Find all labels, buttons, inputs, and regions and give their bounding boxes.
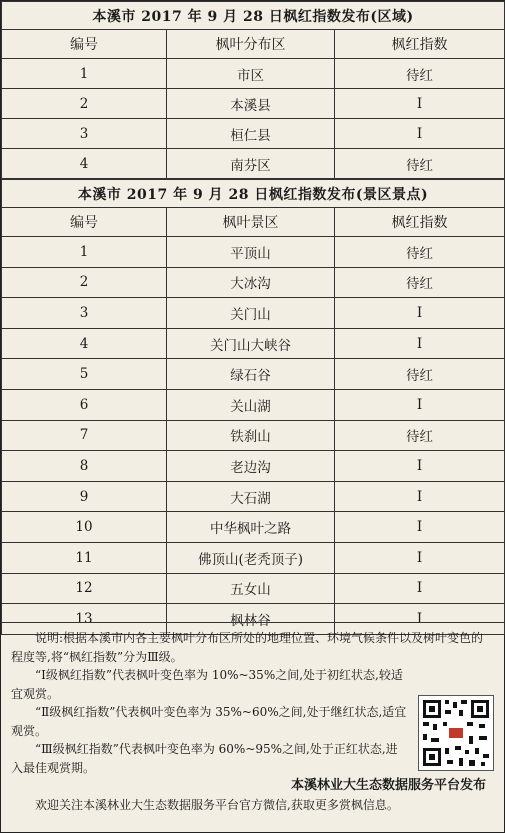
cell-no: 9 bbox=[2, 481, 167, 512]
scenic-table bbox=[1, 179, 505, 635]
table-row bbox=[2, 451, 505, 482]
cell-no: 3 bbox=[2, 298, 167, 329]
cell-name: 关山湖 bbox=[167, 389, 335, 420]
cell-no: 5 bbox=[2, 359, 167, 390]
cell-name: 老边沟 bbox=[167, 451, 335, 482]
cell-no: 10 bbox=[2, 512, 167, 543]
column-header-number: 编号 bbox=[2, 30, 167, 59]
cell-index: Ⅰ bbox=[335, 604, 505, 635]
column-header-index: 枫红指数 bbox=[335, 208, 505, 237]
cell-index: Ⅰ bbox=[335, 389, 505, 420]
cell-name: 枫林谷 bbox=[167, 604, 335, 635]
table-row: 3 桓仁县 Ⅰ bbox=[2, 119, 505, 149]
cell-name: 铁刹山 bbox=[167, 420, 335, 451]
cell-no: 6 bbox=[2, 389, 167, 420]
table-row bbox=[2, 389, 505, 420]
table-row bbox=[2, 573, 505, 604]
cell-name: 五女山 bbox=[167, 573, 335, 604]
cell-index: 待红 bbox=[335, 237, 505, 268]
cell-name: 佛顶山(老秃顶子) bbox=[167, 542, 335, 573]
table-row bbox=[2, 237, 505, 268]
cell-index: 待红 bbox=[335, 420, 505, 451]
district-table bbox=[1, 1, 505, 179]
table-row: 4 南芬区 待红 bbox=[2, 149, 505, 179]
cell-no: 11 bbox=[2, 542, 167, 573]
cell-index: 待红 bbox=[335, 267, 505, 298]
table-row: 2 本溪县 Ⅰ bbox=[2, 89, 505, 119]
cell-index: Ⅰ bbox=[335, 573, 505, 604]
qr-code-icon bbox=[418, 695, 494, 771]
column-header-index: 枫红指数 bbox=[335, 30, 505, 59]
cell-no: 4 bbox=[2, 328, 167, 359]
table-row bbox=[2, 512, 505, 543]
table-row: 1 市区 待红 bbox=[2, 59, 505, 89]
cell-no: 8 bbox=[2, 451, 167, 482]
publisher: 本溪林业大生态数据服务平台发布 bbox=[290, 778, 486, 793]
cell-name: 平顶山 bbox=[167, 237, 335, 268]
notes-level-3: “Ⅲ级枫红指数”代表枫叶变色率为 60%~95%之间,处于正红状态,进入最佳观赏期。 bbox=[11, 742, 398, 775]
cell-name: 关门山大峡谷 bbox=[167, 328, 335, 359]
cell-name: 绿石谷 bbox=[167, 359, 335, 390]
column-header-number: 编号 bbox=[2, 208, 167, 237]
cell-no: 12 bbox=[2, 573, 167, 604]
table-row bbox=[2, 298, 505, 329]
notes-level-2: “Ⅱ级枫红指数”代表枫叶变色率为 35%~60%之间,处于继红状态,适宜观赏。 bbox=[11, 705, 407, 738]
notes-intro: 说明:根据本溪市内各主要枫叶分布区所处的地理位置、环境气候条件以及树叶变色的程度等,将“枫红指数”分为Ⅲ级。 bbox=[11, 631, 484, 664]
district-table-title: 本溪市 2017 年 9 月 28 日枫红指数发布(区域) bbox=[2, 2, 505, 30]
cell-no: 1 bbox=[2, 237, 167, 268]
notes-follow: 欢迎关注本溪林业大生态数据服务平台官方微信,获取更多赏枫信息。 bbox=[35, 797, 399, 812]
table-row bbox=[2, 328, 505, 359]
cell-index: Ⅰ bbox=[335, 451, 505, 482]
cell-index: Ⅰ bbox=[335, 512, 505, 543]
scenic-table-title: 本溪市 2017 年 9 月 28 日枫红指数发布(景区景点) bbox=[2, 180, 505, 208]
table-row bbox=[2, 481, 505, 512]
cell-index: Ⅰ bbox=[335, 542, 505, 573]
table-row bbox=[2, 359, 505, 390]
column-header-area: 枫叶分布区 bbox=[167, 30, 335, 59]
cell-no: 7 bbox=[2, 420, 167, 451]
table-row bbox=[2, 420, 505, 451]
cell-index: Ⅰ bbox=[335, 481, 505, 512]
column-header-spot: 枫叶景区 bbox=[167, 208, 335, 237]
cell-name: 大冰沟 bbox=[167, 267, 335, 298]
cell-index: Ⅰ bbox=[335, 298, 505, 329]
cell-index: 待红 bbox=[335, 359, 505, 390]
cell-name: 大石湖 bbox=[167, 481, 335, 512]
notes-level-1: “Ⅰ级枫红指数”代表枫叶变色率为 10%~35%之间,处于初红状态,较适宜观赏。 bbox=[11, 668, 403, 701]
cell-index: Ⅰ bbox=[335, 328, 505, 359]
cell-no: 13 bbox=[2, 604, 167, 635]
table-row bbox=[2, 267, 505, 298]
cell-name: 关门山 bbox=[167, 298, 335, 329]
table-row bbox=[2, 542, 505, 573]
cell-name: 中华枫叶之路 bbox=[167, 512, 335, 543]
cell-no: 2 bbox=[2, 267, 167, 298]
